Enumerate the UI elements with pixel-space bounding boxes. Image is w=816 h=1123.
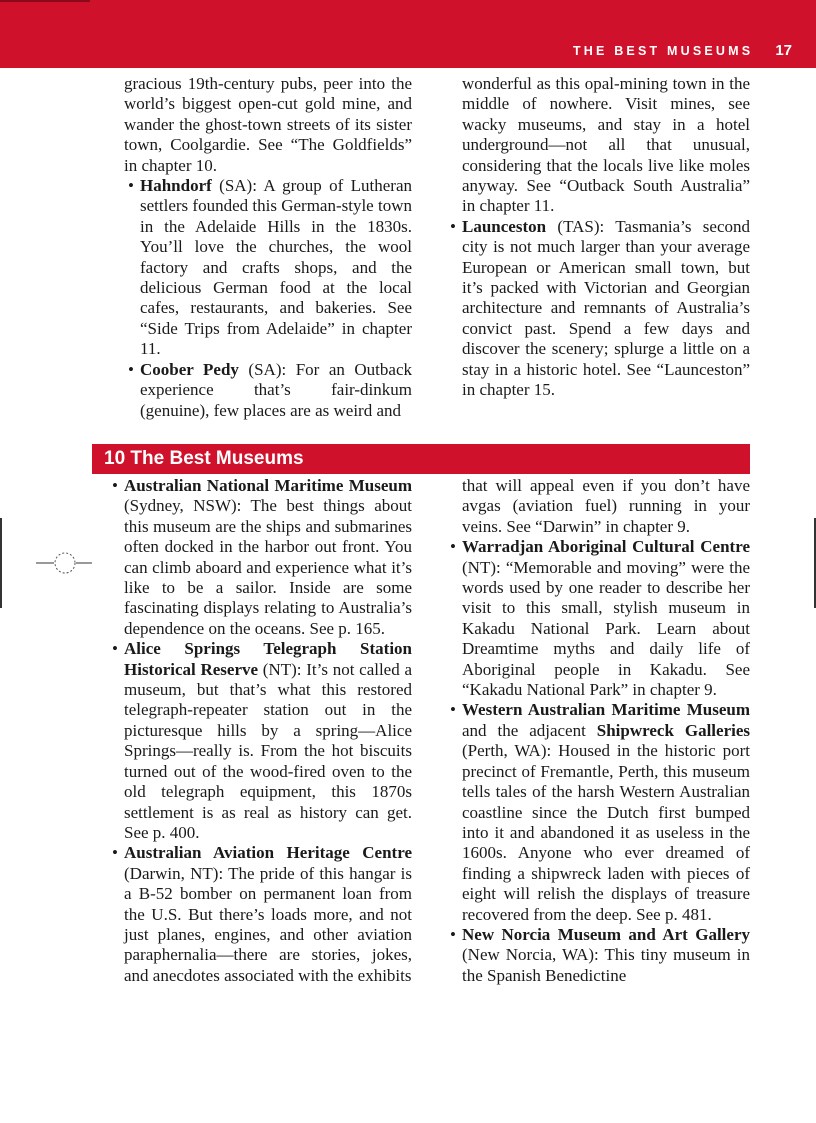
item-name: Hahndorf <box>140 176 212 196</box>
list-item: • Hahndorf (SA): A group of Lutheran settlers founded this German-style town in the Adelaide Hills in the 1830s. You’ll love the churches, the wool factory and crafts shops, and the delicious German food at the local cafes, restaurants, and bakeries. See “Side Trips from Adelaide” in chapter 11. <box>128 176 412 359</box>
item-name: Coober Pedy <box>140 359 239 379</box>
item-name: Western Australian Maritime Museum <box>462 700 750 720</box>
column-top-left <box>124 74 412 421</box>
item-name: Warradjan Aboriginal Cultural Centre <box>462 537 750 557</box>
item-name: Australian National Maritime Museum <box>124 476 412 495</box>
item-text: (Sydney, NSW): The best things about this museum are the ships and submarines often docked in the harbor out front. You can climb aboard and experience what it’s like to be a sailor. Inside are some fascinating displays relating to Australia’s dependence on the oceans. See p. 165. <box>124 496 412 638</box>
item-text: (TAS): Tasmania’s second city is not much larger than your average European or American small town, but it’s packed with Victorian and Georgian architecture and remnants of Australia’s convict past. Spend a few days and discover the scenery; splurge a little on a stay in a historic hotel. See “Launceston” in chapter 15. <box>462 216 750 400</box>
list-item: • Australian Aviation Heritage Centre (Darwin, NT): The pride of this hangar is a B-52 bomber on permanent loan from the U.S. But there’s loads more, and not just planes, engines, and other aviation paraphernalia—there are stories, jokes, and anecdotes associated with the exhibits <box>112 843 412 985</box>
item-name: Launceston <box>462 216 547 236</box>
column-bottom-right <box>446 476 750 986</box>
list-item: • Coober Pedy (SA): For an Outback experience that’s fair-dinkum (genuine), few places are as weird and <box>128 359 413 420</box>
page-number: 17 <box>775 42 792 59</box>
section-title: 10 The Best Museums <box>104 448 304 469</box>
column-top-right <box>446 74 750 401</box>
running-title: THE BEST MUSEUMS <box>572 44 754 58</box>
item-text: (NT): It’s not called a museum, but that’s what this restored telegraph-repeater station out in the picturesque hills by a spring—Alice Springs—really is. From the hot biscuits turned out of the wood-fired oven to the old telegraph equipment, this 1870s settlement is as real as history can get. See p. 400. <box>124 659 413 842</box>
item-text: (NT): “Memorable and moving” were the words used by one reader to describe her visit to this small, stylish museum in Kakadu National Park. Learn about Dreamtime myths and daily life of Aboriginal people in Kakadu. See “Kakadu National Park” in chapter 9. <box>462 557 750 700</box>
section-heading-bar <box>92 444 750 474</box>
list-item: • Australian National Maritime Museum (Sydney, NSW): The best things about this museum are the ships and submarines often docked in the harbor out front. You can climb aboard and experience what it’s like to be a sailor. Inside are some fascinating displays relating to Australia’s dependence on the oceans. See p. 165. <box>112 476 412 638</box>
item-text: (Perth, WA): Housed in the historic port precinct of Fremantle, Perth, this museum tells tales of the harsh Western Australian coastline since the Dutch first bumped into it and abandoned it as useless in the 1600s. Anyone who ever dreamed of finding a shipwreck laden with pieces of eight will relish the displays of treasure recovered from the deep. See p. 481. <box>462 741 750 924</box>
header-band <box>0 0 816 68</box>
registration-mark <box>36 548 92 578</box>
crop-mark-left <box>0 518 2 608</box>
item-text: (SA): For an Outback experience that’s fair-dinkum (genuine), few places are as weird and <box>140 359 413 420</box>
list-item: • Alice Springs Telegraph Station Historical Reserve (NT): It’s not called a museum, but that’s what this restored telegraph-repeater station out in the picturesque hills by a spring—Alice Springs—really is. From the hot biscuits turned out of the wood-fired oven to the old telegraph equipment, this 1870s settlement is as real as history can get. See p. 400. <box>112 639 413 842</box>
list-item: • Warradjan Aboriginal Cultural Centre (NT): “Memorable and moving” were the words used by one reader to describe her visit to this small, stylish museum in Kakadu National Park. Learn about Dreamtime myths and daily life of Aboriginal people in Kakadu. See “Kakadu National Park” in chapter 9. <box>450 537 750 700</box>
paragraph-continued: wonderful as this opal-mining town in the middle of nowhere. Visit mines, see wacky museums, and stay in a hotel underground—not all that unusual, considering that the locals live like moles anyway. See “Outback South Australia” in chapter 11. <box>462 74 750 216</box>
item-mid: and the adjacent <box>462 720 597 740</box>
item-name: Australian Aviation Heritage Centre <box>124 843 412 863</box>
item-name-secondary: Shipwreck Galleries <box>596 720 750 740</box>
item-text: (New Norcia, WA): This tiny museum in the Spanish Benedictine <box>462 945 750 985</box>
list-item: • Western Australian Maritime Museum and the adjacent Shipwreck Galleries (Perth, WA): Housed in the historic port precinct of Fremantle, Perth, this museum tells tales of the harsh Western Australian coastline since the Dutch first bumped into it and abandoned it as useless in the 1600s. Anyone who ever dreamed of finding a shipwreck laden with pieces of eight will relish the displays of treasure recovered from the deep. See p. 481. <box>450 700 750 924</box>
item-text: (Darwin, NT): The pride of this hangar is a B-52 bomber on permanent loan from the U.S. But there’s loads more, and not just planes, engines, and other aviation paraphernalia—there are stories, jokes, and anecdotes associated with the exhibits <box>124 863 412 985</box>
item-name: Alice Springs Telegraph Station Historical Reserve <box>124 639 412 679</box>
list-item: • Launceston (TAS): Tasmania’s second city is not much larger than your average European or American small town, but it’s packed with Victorian and Georgian architecture and remnants of Australia’s convict past. Spend a few days and discover the scenery; splurge a little on a stay in a historic hotel. See “Launceston” in chapter 15. <box>450 216 750 400</box>
running-head <box>573 42 792 59</box>
list-item: • New Norcia Museum and Art Gallery (New Norcia, WA): This tiny museum in the Spanish Benedictine <box>450 924 750 985</box>
item-text: (SA): A group of Lutheran settlers founded this German-style town in the Adelaide Hills in the 1830s. You’ll love the churches, the wool factory and crafts shops, and the delicious German food at the local cafes, restaurants, and bakeries. See “Side Trips from Adelaide” in chapter 11. <box>140 176 412 359</box>
paragraph-continued: gracious 19th-century pubs, peer into the world’s biggest open-cut gold mine, and wander the ghost-town streets of its sister town, Coolgardie. See “The Goldfields” in chapter 10. <box>124 74 412 175</box>
paragraph-continued: that will appeal even if you don’t have avgas (aviation fuel) running in your veins. See “Darwin” in chapter 9. <box>462 476 750 536</box>
header-tick <box>0 0 90 2</box>
column-bottom-left <box>108 476 412 986</box>
item-name: New Norcia Museum and Art Gallery <box>462 924 750 944</box>
